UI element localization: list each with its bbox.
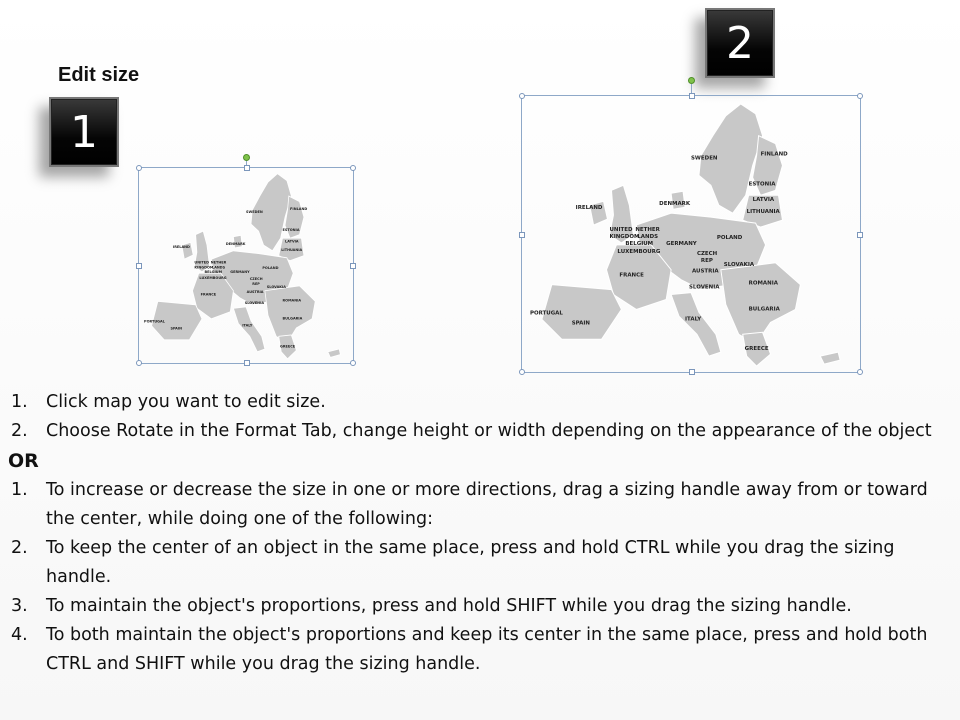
step-text: To maintain the object's proportions, press and hold SHIFT while you drag the sizing handle. xyxy=(46,596,852,616)
label-latvia: LATVIA xyxy=(752,197,775,204)
step-text: To both maintain the object's proportions and keep its center in the same place, press and hold both CTRL and SHIFT while you drag the sizing handle. xyxy=(46,625,928,674)
resize-handle-top-left[interactable] xyxy=(136,165,142,171)
label-portugal: PORTUGAL xyxy=(529,310,563,317)
resize-handle-left[interactable] xyxy=(136,263,142,269)
label-france: FRANCE xyxy=(619,272,644,279)
italy-shape xyxy=(671,293,721,357)
resize-handle-top[interactable] xyxy=(244,165,250,171)
label-estonia: ESTONIA xyxy=(282,227,300,233)
alternate-steps xyxy=(8,476,953,679)
step-number: 2. xyxy=(11,421,28,441)
resize-handle-top-left[interactable] xyxy=(519,93,525,99)
step-text: Choose Rotate in the Format Tab, change height or width depending on the appearance of the object xyxy=(46,421,932,441)
label-poland: POLAND xyxy=(262,265,279,271)
europe-map-large-graphic xyxy=(522,96,860,372)
rotate-handle[interactable] xyxy=(688,77,695,84)
or-separator: OR xyxy=(8,450,39,472)
list-item xyxy=(8,476,953,534)
label-luxembourg: LUXEMBOURG xyxy=(199,275,227,280)
label-slovakia: SLOVAKIA xyxy=(723,261,755,268)
italy-shape xyxy=(233,307,264,352)
step-number: 1. xyxy=(11,392,28,412)
label-united: UNITED xyxy=(194,260,209,265)
label-rep: REP xyxy=(700,257,713,264)
resize-handle-bottom-left[interactable] xyxy=(519,369,525,375)
label-denmark: DENMARK xyxy=(225,242,246,247)
primary-steps xyxy=(8,388,953,446)
label-belgium: BELGIUM xyxy=(625,240,654,247)
label-slovenia: SLOVENIA xyxy=(689,284,720,291)
europe-map-small[interactable] xyxy=(138,167,354,364)
label-nether: NETHER xyxy=(210,260,227,265)
label-lithuania: LITHUANIA xyxy=(281,247,303,252)
label-greece: GREECE xyxy=(279,344,296,349)
list-item xyxy=(8,592,953,621)
resize-handle-bottom[interactable] xyxy=(689,369,695,375)
list-item xyxy=(8,388,953,417)
label-finland: FINLAND xyxy=(760,151,788,158)
label-latvia: LATVIA xyxy=(285,239,299,244)
label-slovenia: SLOVENIA xyxy=(244,300,265,306)
resize-handle-top[interactable] xyxy=(689,93,695,99)
list-item xyxy=(8,534,953,592)
label-sweden: SWEDEN xyxy=(691,155,718,162)
step-number: 4. xyxy=(11,625,28,645)
instructions xyxy=(8,388,953,679)
label-france: FRANCE xyxy=(200,292,217,297)
rotate-handle[interactable] xyxy=(243,154,250,161)
cyprus-shape xyxy=(328,349,341,357)
resize-handle-top-right[interactable] xyxy=(857,93,863,99)
resize-handle-left[interactable] xyxy=(519,232,525,238)
resize-handle-top-right[interactable] xyxy=(350,165,356,171)
step-text: Click map you want to edit size. xyxy=(46,392,326,412)
label-slovakia: SLOVAKIA xyxy=(266,284,286,289)
label-estonia: ESTONIA xyxy=(748,181,776,188)
europe-map-shapes xyxy=(152,174,341,359)
resize-handle-bottom-left[interactable] xyxy=(136,360,142,366)
label-lands: LANDS xyxy=(637,233,659,240)
list-item xyxy=(8,417,953,446)
step-badge-2: 2 xyxy=(705,8,775,78)
cyprus-shape xyxy=(820,352,840,364)
label-portugal: PORTUGAL xyxy=(144,319,165,324)
label-germany: GERMANY xyxy=(666,240,697,247)
step-number: 3. xyxy=(11,596,28,616)
label-sweden: SWEDEN xyxy=(246,209,263,214)
label-kingdom: KINGDOM xyxy=(194,265,214,270)
label-denmark: DENMARK xyxy=(659,201,691,208)
label-austria: AUSTRIA xyxy=(246,289,264,294)
label-ireland: IRELAND xyxy=(575,205,603,212)
label-lands: LANDS xyxy=(212,265,226,270)
europe-map-shapes xyxy=(542,104,840,366)
label-belgium: BELGIUM xyxy=(204,270,223,275)
label-czech: CZECH xyxy=(249,277,263,282)
resize-handle-bottom[interactable] xyxy=(244,360,250,366)
label-nether: NETHER xyxy=(635,227,660,234)
label-kingdom: KINGDOM xyxy=(609,233,640,240)
page-title: Edit size xyxy=(58,64,140,86)
label-austria: AUSTRIA xyxy=(691,268,719,275)
label-ireland: IRELAND xyxy=(172,244,190,250)
label-greece: GREECE xyxy=(744,346,769,353)
step-text: To increase or decrease the size in one or more directions, drag a sizing handle away from or toward the center, while doing one of the following: xyxy=(46,480,928,529)
europe-map-large[interactable] xyxy=(521,95,861,373)
label-rep: REP xyxy=(252,281,260,287)
label-romania: ROMANIA xyxy=(282,298,302,303)
step-number: 2. xyxy=(11,538,28,558)
label-czech: CZECH xyxy=(696,250,718,257)
list-item xyxy=(8,621,953,679)
resize-handle-bottom-right[interactable] xyxy=(857,369,863,375)
resize-handle-right[interactable] xyxy=(350,263,356,269)
label-romania: ROMANIA xyxy=(748,280,778,287)
europe-map-small-graphic xyxy=(139,168,353,363)
label-spain: SPAIN xyxy=(571,320,590,327)
resize-handle-right[interactable] xyxy=(857,232,863,238)
label-united: UNITED xyxy=(609,227,633,234)
label-italy: ITALY xyxy=(685,316,702,323)
label-bulgaria: BULGARIA xyxy=(282,316,303,321)
resize-handle-bottom-right[interactable] xyxy=(350,360,356,366)
step-badge-1: 1 xyxy=(49,97,119,167)
label-italy: ITALY xyxy=(242,323,253,328)
label-poland: POLAND xyxy=(716,234,743,241)
label-spain: SPAIN xyxy=(170,326,183,331)
label-luxembourg: LUXEMBOURG xyxy=(617,248,661,255)
step-text: To keep the center of an object in the same place, press and hold CTRL while you drag the sizing handle. xyxy=(46,538,895,587)
step-number: 1. xyxy=(11,480,28,500)
label-finland: FINLAND xyxy=(290,206,308,212)
label-bulgaria: BULGARIA xyxy=(748,306,780,313)
label-lithuania: LITHUANIA xyxy=(746,209,780,216)
label-germany: GERMANY xyxy=(230,270,250,275)
